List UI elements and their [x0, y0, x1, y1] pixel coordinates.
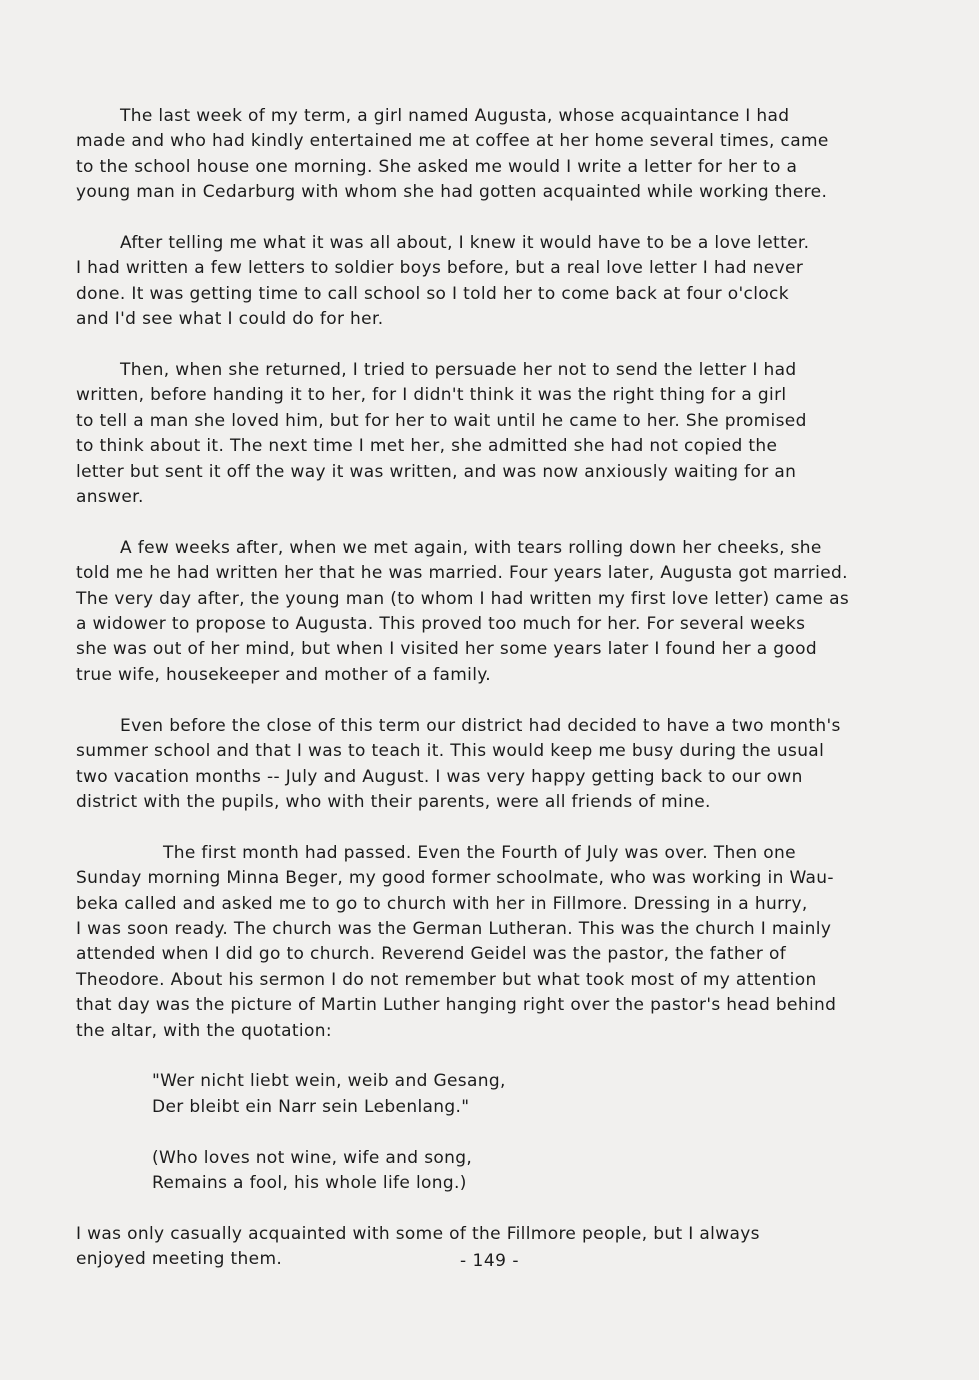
page-number: - 149 - — [459, 1251, 520, 1271]
paragraph-married: A few weeks after, when we met again, with tears rolling down her cheeks, she told me he had written her that he was married. Four years later, Augusta got married. The very day after, the young man (to whom I had written my first love letter) came as a widower to propose to Augusta. This proved too much for her. For several weeks she was out of her mind, but when I visited her some years later I found her a good true wife, housekeeper and mother of a family. — [76, 537, 850, 685]
quote-german: "Wer nicht liebt wein, weib and Gesang, Der bleibt ein Narr sein Lebenlang." — [152, 1071, 506, 1117]
paragraph-augusta-letter-request: The last week of my term, a girl named Augusta, whose acquaintance I had made and who had kindly entertained me at coffee at her home several times, came to the school house one morning. She asked me would I write a letter for her to a young man in Cedarburg with whom she had gotten acquainted while working there. — [76, 106, 829, 203]
paragraph-church: The first month had passed. Even the Fourth of July was over. Then one Sunday morning Minna Beger, my good former schoolmate, who was working in Wau- beka called and asked me to go to church with her in Fillmore. Dressing in a hurry, I was soon ready. The church was the German Lutheran. This was the church I mainly attended when I did go to church. Reverend Geidel was the pastor, the father of Theodore. About his sermon I do not remember but what took most of my attention that day was the picture of Martin Luther hanging right over the pastor's head behind the altar, with the quotation: — [76, 842, 837, 1041]
paragraph-closing: I was only casually acquainted with some of the Fillmore people, but I always enjoyed meeting them. — [76, 1223, 760, 1270]
paragraph-summer-school: Even before the close of this term our district had decided to have a two month's summer school and that I was to teach it. This would keep me busy during the usual two vacation months -- July and August. I was very happy getting back to our own district with the pupils, who with their parents, were all friends of mine. — [76, 715, 841, 812]
quote-english: (Who loves not wine, wife and song, Remains a fool, his whole life long.) — [152, 1147, 473, 1193]
paragraph-love-letter: After telling me what it was all about, I knew it would have to be a love letter. I had written a few letters to soldier boys before, but a real love letter I had never done. It was getting time to call school so I told her to come back at four o'clock and I'd see what I could do for her. — [76, 233, 810, 330]
page-body — [76, 104, 904, 1273]
paragraph-persuade: Then, when she returned, I tried to persuade her not to send the letter I had written, before handing it to her, for I didn't think it was the right thing for a girl to tell a man she loved him, but for her to wait until he came to her. She promised to think about it. The next time I met her, she admitted she had not copied the letter but sent it off the way it was written, and was now anxiously waiting for an answer. — [76, 360, 807, 508]
